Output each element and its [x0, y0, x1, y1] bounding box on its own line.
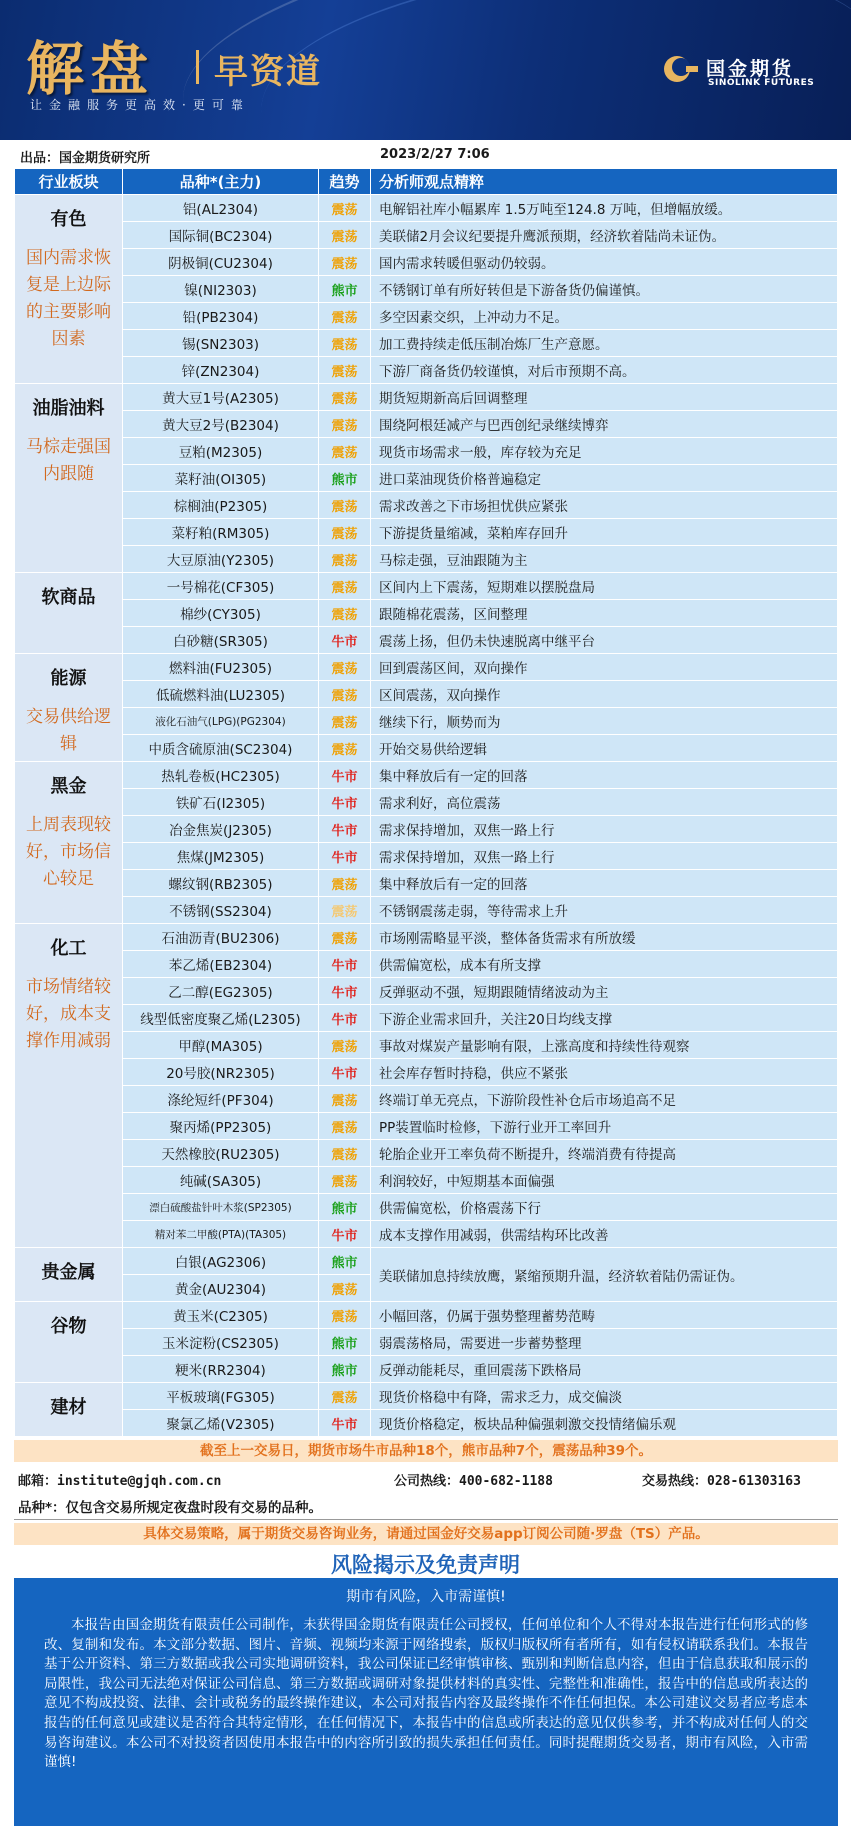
product-cell: 甲醇(MA305)	[123, 1032, 319, 1059]
trend-cell: 震荡	[319, 924, 371, 951]
view-cell: 现货市场需求一般，库存较为充足	[371, 438, 838, 465]
product-cell: 国际铜(BC2304)	[123, 222, 319, 249]
table-row	[15, 762, 838, 789]
product-cell: 不锈钢(SS2304)	[123, 897, 319, 924]
product-cell: 聚氯乙烯(V2305)	[123, 1410, 319, 1437]
sector-name: 油脂油料	[32, 398, 105, 419]
view-cell: 供需偏宽松，成本有所支撑	[371, 951, 838, 978]
brand-sub-title: 早资道	[214, 52, 322, 92]
table-row	[15, 411, 838, 438]
table-row	[15, 816, 838, 843]
table-row	[15, 1113, 838, 1140]
view-cell: 期货短期新高后回调整理	[371, 384, 838, 411]
view-cell: 利润较好，中短期基本面偏强	[371, 1167, 838, 1194]
table-row	[15, 1167, 838, 1194]
sector-name: 谷物	[50, 1316, 87, 1337]
table-row	[15, 195, 838, 222]
sector-cell	[15, 924, 123, 1248]
sector-cell	[15, 573, 123, 654]
product-cell: 白砂糖(SR305)	[123, 627, 319, 654]
view-cell: 轮胎企业开工率负荷不断提升，终端消费有待提高	[371, 1140, 838, 1167]
publisher: 出品：国金期货研究所	[20, 151, 151, 166]
table-row	[15, 1248, 838, 1275]
trend-cell: 牛市	[319, 627, 371, 654]
view-cell: 社会库存暂时持稳，供应不紧张	[371, 1059, 838, 1086]
product-cell: 粳米(RR2304)	[123, 1356, 319, 1383]
product-cell: 涤纶短纤(PF304)	[123, 1086, 319, 1113]
sinolink-logo-icon	[662, 54, 700, 84]
view-cell: 开始交易供给逻辑	[371, 735, 838, 762]
trend-cell: 震荡	[319, 870, 371, 897]
table-row	[15, 1032, 838, 1059]
product-cell: 平板玻璃(FG305)	[123, 1383, 319, 1410]
product-cell: 螺纹钢(RB2305)	[123, 870, 319, 897]
product-cell: 冶金焦炭(J2305)	[123, 816, 319, 843]
market-table	[14, 168, 838, 1437]
market-summary: 截至上一交易日，期货市场牛市品种18个，熊市品种7个，震荡品种39个。	[14, 1440, 838, 1462]
table-row	[15, 600, 838, 627]
product-cell: 精对苯二甲酸(PTA)(TA305)	[123, 1221, 319, 1248]
table-row	[15, 357, 838, 384]
sector-name: 贵金属	[41, 1262, 96, 1283]
table-row	[15, 708, 838, 735]
view-cell: 需求利好，高位震荡	[371, 789, 838, 816]
product-cell: 一号棉花(CF305)	[123, 573, 319, 600]
trend-cell: 震荡	[319, 411, 371, 438]
contact-email[interactable]: 邮箱：institute@gjqh.com.cn	[18, 1474, 222, 1489]
table-row	[15, 789, 838, 816]
table-row	[15, 1410, 838, 1437]
table-row	[15, 222, 838, 249]
trend-cell: 震荡	[319, 330, 371, 357]
trend-cell: 牛市	[319, 951, 371, 978]
table-row	[15, 951, 838, 978]
trend-cell: 熊市	[319, 465, 371, 492]
sector-cell	[15, 1302, 123, 1383]
product-cell: 热轧卷板(HC2305)	[123, 762, 319, 789]
view-cell: 小幅回落，仍属于强势整理蓄势范畴	[371, 1302, 838, 1329]
product-cell: 铅(PB2304)	[123, 303, 319, 330]
table-row	[15, 1329, 838, 1356]
trend-cell: 牛市	[319, 789, 371, 816]
trend-cell: 牛市	[319, 1005, 371, 1032]
trend-cell: 震荡	[319, 357, 371, 384]
product-cell: 焦煤(JM2305)	[123, 843, 319, 870]
table-row	[15, 276, 838, 303]
trend-cell: 牛市	[319, 1410, 371, 1437]
table-row	[15, 1059, 838, 1086]
header-sector: 行业板块	[15, 169, 123, 195]
table-row	[15, 843, 838, 870]
table-row	[15, 249, 838, 276]
divider	[14, 1519, 838, 1520]
product-cell: 黄金(AU2304)	[123, 1275, 319, 1302]
product-cell: 棕榈油(P2305)	[123, 492, 319, 519]
sector-note: 马棕走强国内跟随	[26, 437, 111, 484]
trend-cell: 震荡	[319, 222, 371, 249]
product-cell: 豆粕(M2305)	[123, 438, 319, 465]
sector-cell	[15, 762, 123, 924]
table-row	[15, 897, 838, 924]
table-row	[15, 303, 838, 330]
view-cell: 震荡上扬，但仍未快速脱离中继平台	[371, 627, 838, 654]
view-cell: 区间震荡，双向操作	[371, 681, 838, 708]
company-name-en: SINOLINK FUTURES	[708, 78, 815, 88]
header-banner	[0, 0, 851, 140]
trend-cell: 震荡	[319, 1167, 371, 1194]
risk-subtitle: 期市有风险，入市需谨慎!	[346, 1589, 506, 1605]
view-cell: 需求保持增加，双焦一路上行	[371, 843, 838, 870]
trend-cell: 牛市	[319, 978, 371, 1005]
sector-note: 市场情绪较好，成本支撑作用减弱	[26, 977, 111, 1051]
table-row	[15, 681, 838, 708]
trend-cell: 震荡	[319, 1140, 371, 1167]
info-bar	[14, 144, 838, 166]
view-cell: 市场刚需略显平淡，整体备货需求有所放缓	[371, 924, 838, 951]
product-cell: 大豆原油(Y2305)	[123, 546, 319, 573]
view-cell: 事故对煤炭产量影响有限，上涨高度和持续性待观察	[371, 1032, 838, 1059]
product-cell: 低硫燃料油(LU2305)	[123, 681, 319, 708]
view-cell: 现货价格稳定，板块品种偏强刺激交投情绪偏乐观	[371, 1410, 838, 1437]
view-cell: 供需偏宽松，价格震荡下行	[371, 1194, 838, 1221]
product-cell: 铁矿石(I2305)	[123, 789, 319, 816]
view-cell: 电解铝社库小幅累库 1.5万吨至124.8 万吨，但增幅放缓。	[371, 195, 838, 222]
table-row	[15, 1194, 838, 1221]
view-cell: 多空因素交织，上冲动力不足。	[371, 303, 838, 330]
table-row	[15, 1140, 838, 1167]
trend-cell: 熊市	[319, 1194, 371, 1221]
sector-cell	[15, 1383, 123, 1437]
brand-slogan: 让金融服务更高效·更可靠	[30, 98, 250, 112]
trend-cell: 震荡	[319, 195, 371, 222]
product-cell: 线型低密度聚乙烯(L2305)	[123, 1005, 319, 1032]
trend-cell: 震荡	[319, 600, 371, 627]
trend-cell: 牛市	[319, 816, 371, 843]
view-cell: PP装置临时检修，下游行业开工率回升	[371, 1113, 838, 1140]
product-footnote: 品种*：仅包含交易所规定夜盘时段有交易的品种。	[18, 1500, 323, 1516]
trend-cell: 熊市	[319, 1248, 371, 1275]
view-cell: 跟随棉花震荡，区间整理	[371, 600, 838, 627]
product-cell: 锌(ZN2304)	[123, 357, 319, 384]
table-row	[15, 519, 838, 546]
table-row	[15, 330, 838, 357]
product-cell: 棉纱(CY305)	[123, 600, 319, 627]
product-cell: 铝(AL2304)	[123, 195, 319, 222]
trend-cell: 震荡	[319, 573, 371, 600]
brand-separator	[196, 50, 199, 84]
header-view: 分析师观点精粹	[371, 169, 838, 195]
trend-cell: 震荡	[319, 519, 371, 546]
table-row	[15, 870, 838, 897]
trend-cell: 熊市	[319, 276, 371, 303]
product-cell: 黄大豆1号(A2305)	[123, 384, 319, 411]
view-cell: 现货价格稳中有降，需求乏力，成交偏淡	[371, 1383, 838, 1410]
trend-cell: 震荡	[319, 303, 371, 330]
trend-cell: 熊市	[319, 1356, 371, 1383]
product-cell: 锡(SN2303)	[123, 330, 319, 357]
product-cell: 纯碱(SA305)	[123, 1167, 319, 1194]
product-cell: 聚丙烯(PP2305)	[123, 1113, 319, 1140]
sector-name: 建材	[50, 1397, 87, 1418]
trend-cell: 震荡	[319, 1086, 371, 1113]
view-cell: 集中释放后有一定的回落	[371, 870, 838, 897]
trend-cell: 震荡	[319, 384, 371, 411]
risk-title: 风险揭示及免责声明	[331, 1553, 520, 1577]
product-cell: 菜籽油(OI305)	[123, 465, 319, 492]
trend-cell: 震荡	[319, 1032, 371, 1059]
view-cell: 美联储2月会议纪要提升鹰派预期，经济软着陆尚未证伪。	[371, 222, 838, 249]
product-cell: 玉米淀粉(CS2305)	[123, 1329, 319, 1356]
trend-cell: 震荡	[319, 492, 371, 519]
view-cell: 弱震荡格局，需要进一步蓄势整理	[371, 1329, 838, 1356]
view-cell: 反弹驱动不强，短期跟随情绪波动为主	[371, 978, 838, 1005]
table-row	[15, 1221, 838, 1248]
view-cell: 需求改善之下市场担忧供应紧张	[371, 492, 838, 519]
brand-main-title: 解盘	[26, 35, 155, 103]
product-cell: 漂白硫酸盐针叶木浆(SP2305)	[123, 1194, 319, 1221]
view-cell: 回到震荡区间，双向操作	[371, 654, 838, 681]
risk-disclaimer-box	[14, 1578, 838, 1826]
table-row	[15, 654, 838, 681]
contact-bar	[14, 1466, 838, 1490]
view-cell: 集中释放后有一定的回落	[371, 762, 838, 789]
company-name-cn: 国金期货	[706, 58, 795, 80]
table-row	[15, 978, 838, 1005]
view-cell: 区间内上下震荡，短期难以摆脱盘局	[371, 573, 838, 600]
view-cell: 下游企业需求回升，关注20日均线支撑	[371, 1005, 838, 1032]
table-row	[15, 1383, 838, 1410]
sector-note: 国内需求恢复是上边际的主要影响因素	[26, 248, 111, 349]
table-row	[15, 735, 838, 762]
table-body	[15, 195, 838, 1437]
trend-cell: 熊市	[319, 1329, 371, 1356]
product-cell: 苯乙烯(EB2304)	[123, 951, 319, 978]
sector-cell	[15, 384, 123, 573]
trend-cell: 震荡	[319, 1383, 371, 1410]
view-cell: 不锈钢订单有所好转但是下游备货仍偏谨慎。	[371, 276, 838, 303]
view-cell: 国内需求转暖但驱动仍较弱。	[371, 249, 838, 276]
trend-cell: 震荡	[319, 438, 371, 465]
view-cell: 马棕走强，豆油跟随为主	[371, 546, 838, 573]
table-row	[15, 1302, 838, 1329]
table-row	[15, 1005, 838, 1032]
trend-cell: 震荡	[319, 654, 371, 681]
product-cell: 中质含硫原油(SC2304)	[123, 735, 319, 762]
header-product: 品种*(主力)	[123, 169, 319, 195]
table-row	[15, 1356, 838, 1383]
product-cell: 20号胶(NR2305)	[123, 1059, 319, 1086]
report-date: 2023/2/27 7:06	[380, 147, 490, 162]
sector-name: 能源	[50, 668, 87, 689]
trend-cell: 牛市	[319, 762, 371, 789]
sector-name: 化工	[50, 938, 87, 959]
table-header-row	[15, 169, 838, 195]
table-row	[15, 384, 838, 411]
trend-cell: 震荡	[319, 708, 371, 735]
sector-note: 上周表现较好，市场信心较足	[26, 815, 111, 889]
trend-cell: 震荡	[319, 546, 371, 573]
contact-trade-hotline: 交易热线：028-61303163	[642, 1474, 801, 1489]
view-cell: 成本支撑作用减弱，供需结构环比改善	[371, 1221, 838, 1248]
view-cell: 反弹动能耗尽，重回震荡下跌格局	[371, 1356, 838, 1383]
strategy-notice: 具体交易策略，属于期货交易咨询业务，请通过国金好交易app订阅公司随·罗盘（TS）产品。	[14, 1523, 838, 1545]
trend-cell: 牛市	[319, 1221, 371, 1248]
view-cell: 美联储加息持续放鹰，紧缩预期升温，经济软着陆仍需证伪。	[371, 1248, 838, 1302]
table-row	[15, 438, 838, 465]
table-row	[15, 1086, 838, 1113]
header-trend: 趋势	[319, 169, 371, 195]
sector-cell	[15, 1248, 123, 1302]
trend-cell: 震荡	[319, 1113, 371, 1140]
table-row	[15, 465, 838, 492]
view-cell: 下游提货量缩减，菜粕库存回升	[371, 519, 838, 546]
trend-cell: 震荡	[319, 735, 371, 762]
view-cell: 围绕阿根廷减产与巴西创纪录继续博弈	[371, 411, 838, 438]
contact-hotline: 公司热线：400-682-1188	[394, 1474, 553, 1489]
product-cell: 阴极铜(CU2304)	[123, 249, 319, 276]
table-row	[15, 627, 838, 654]
sector-name: 软商品	[41, 587, 96, 608]
trend-cell: 震荡	[319, 897, 371, 924]
product-cell: 白银(AG2306)	[123, 1248, 319, 1275]
risk-body-text: 本报告由国金期货有限责任公司制作，未获得国金期货有限责任公司授权，任何单位和个人不得对本报告进行任何形式的修改、复制和发布。本文部分数据、图片、音频、视频均来源于网络搜索，版权归版权所有者所有，如有侵权请联系我们。本报告基于公开资料、第三方数据或我公司实地调研资料，我公司保证已经审慎审核、甄别和判断信息内容，但由于信息获取和展示的局限性，我公司无法绝对保证公司信息、第三方数据或调研对象提供材料的真实性、完整性和准确性，报告中的信息或所表达的意见不构成投资、法律、会计或税务的最终操作建议，本公司对报告内容及最终操作不作任何担保。本公司建议交易者应考虑本报告的任何意见或建议是否符合其特定情形，在任何情况下，本报告中的信息或所表达的意见仅供参考，并不构成对任何人的交易咨询建议。本公司不对投资者因使用本报告中的内容所引致的损失承担任何责任。同时提醒期货交易者，期市有风险，入市需谨慎!	[44, 1617, 808, 1771]
product-cell: 天然橡胶(RU2305)	[123, 1140, 319, 1167]
sector-name: 黑金	[50, 776, 87, 797]
product-cell: 乙二醇(EG2305)	[123, 978, 319, 1005]
view-cell: 继续下行，顺势而为	[371, 708, 838, 735]
view-cell: 加工费持续走低压制冶炼厂生产意愿。	[371, 330, 838, 357]
product-cell: 菜籽粕(RM305)	[123, 519, 319, 546]
view-cell: 不锈钢震荡走弱，等待需求上升	[371, 897, 838, 924]
product-cell: 燃料油(FU2305)	[123, 654, 319, 681]
trend-cell: 牛市	[319, 1059, 371, 1086]
view-cell: 下游厂商备货仍较谨慎，对后市预期不高。	[371, 357, 838, 384]
trend-cell: 震荡	[319, 1302, 371, 1329]
trend-cell: 震荡	[319, 1275, 371, 1302]
sector-cell	[15, 654, 123, 762]
trend-cell: 震荡	[319, 681, 371, 708]
table-row	[15, 546, 838, 573]
product-cell: 黄玉米(C2305)	[123, 1302, 319, 1329]
table-row	[15, 573, 838, 600]
product-cell: 石油沥青(BU2306)	[123, 924, 319, 951]
view-cell: 进口菜油现货价格普遍稳定	[371, 465, 838, 492]
sector-note: 交易供给逻辑	[26, 707, 111, 754]
product-cell: 液化石油气(LPG)(PG2304)	[123, 708, 319, 735]
view-cell: 需求保持增加，双焦一路上行	[371, 816, 838, 843]
sector-name: 有色	[50, 209, 87, 230]
table-row	[15, 492, 838, 519]
product-cell: 镍(NI2303)	[123, 276, 319, 303]
product-cell: 黄大豆2号(B2304)	[123, 411, 319, 438]
table-row	[15, 924, 838, 951]
trend-cell: 牛市	[319, 843, 371, 870]
view-cell: 终端订单无亮点，下游阶段性补仓后市场追高不足	[371, 1086, 838, 1113]
trend-cell: 震荡	[319, 249, 371, 276]
sector-cell	[15, 195, 123, 384]
